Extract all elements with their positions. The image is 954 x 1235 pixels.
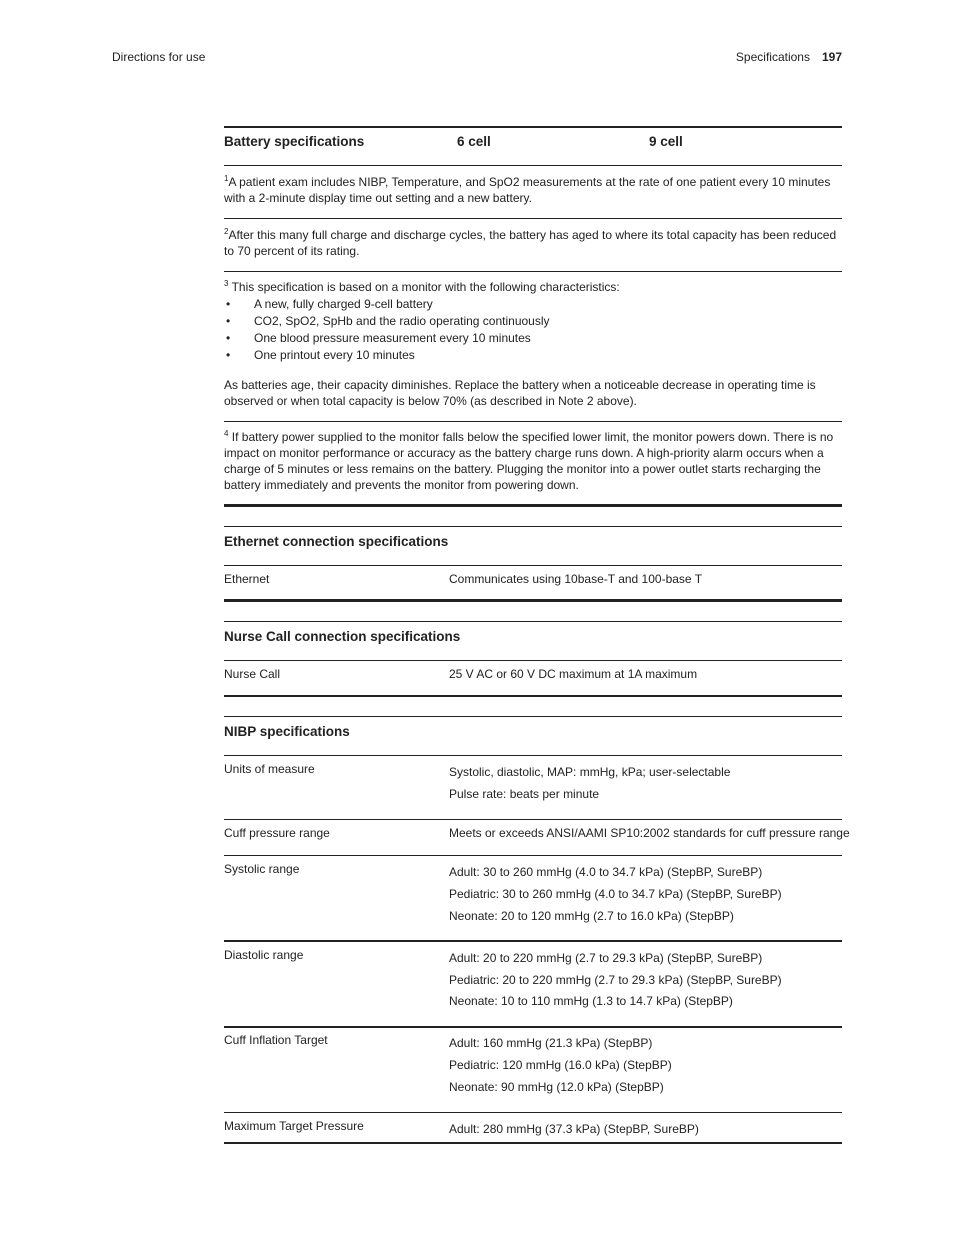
nibp-row-value: Neonate: 90 mmHg (12.0 kPa) (StepBP) [449, 1080, 664, 1094]
nibp-row-value: Adult: 160 mmHg (21.3 kPa) (StepBP) [449, 1036, 653, 1050]
nibp-row-label: Diastolic range [224, 948, 304, 962]
footnote-marker: 1 [224, 174, 229, 183]
divider [224, 218, 842, 219]
divider [224, 165, 842, 166]
table-top-rule [224, 716, 842, 717]
battery-footnote-4 [224, 429, 838, 493]
divider [224, 1026, 842, 1028]
nurse-call-value: 25 V AC or 60 V DC maximum at 1A maximum [449, 667, 698, 681]
divider [224, 421, 842, 422]
nurse-call-label: Nurse Call [224, 667, 281, 681]
battery-col-header-9cell: 9 cell [649, 134, 683, 149]
footnote-marker: 4 [224, 429, 229, 438]
bullet-icon: • [226, 331, 231, 345]
divider [224, 1112, 842, 1113]
nibp-row-label: Maximum Target Pressure [224, 1119, 364, 1133]
battery-footnote-3-paragraph: As batteries age, their capacity diminishes. Replace the battery when a noticeable decrease in operating time is observed or when total capacity is below 70% (as described in Note 2 above). [224, 378, 816, 408]
divider [224, 819, 842, 820]
table-top-rule [224, 126, 842, 128]
table-bottom-rule [224, 1142, 842, 1144]
battery-footnote-2 [224, 227, 838, 259]
ethernet-value: Communicates using 10base-T and 100-base T [449, 572, 703, 586]
nibp-row-label: Units of measure [224, 762, 315, 776]
nibp-row-value: Systolic, diastolic, MAP: mmHg, kPa; user-selectable [449, 765, 731, 779]
nibp-row-label: Systolic range [224, 862, 300, 876]
nibp-title: NIBP specifications [224, 724, 350, 739]
divider [224, 660, 842, 661]
nibp-row-label: Cuff pressure range [224, 826, 330, 840]
battery-col-header-6cell: 6 cell [457, 134, 491, 149]
footnote-text: If battery power supplied to the monitor falls below the specified lower limit, the monitor powers down. There is no impact on monitor performance or accuracy as the battery charge runs down. A high-priority alarm occurs when a charge of 5 minutes or less remains on the battery. Plugging the monitor into a power outlet starts recharging the battery immediately and prevents the monitor from powering down. [224, 430, 834, 492]
nibp-row-value: Adult: 30 to 260 mmHg (4.0 to 34.7 kPa) (StepBP, SureBP) [449, 865, 763, 879]
table-bottom-rule [224, 695, 842, 697]
battery-footnote-1 [224, 174, 838, 206]
bullet-icon: • [226, 348, 231, 362]
footnote-text: This specification is based on a monitor with the following characteristics: [228, 280, 620, 294]
divider [224, 940, 842, 942]
nibp-row-value: Pediatric: 120 mmHg (16.0 kPa) (StepBP) [449, 1058, 672, 1072]
nibp-row-value: Pediatric: 20 to 220 mmHg (2.7 to 29.3 kPa) (StepBP, SureBP) [449, 973, 782, 987]
footnote-marker: 2 [224, 227, 229, 236]
nibp-row-value: Neonate: 20 to 120 mmHg (2.7 to 16.0 kPa) (StepBP) [449, 909, 734, 923]
running-header-right [736, 50, 842, 64]
divider [224, 565, 842, 566]
divider [224, 271, 842, 272]
bullet-icon: • [226, 314, 231, 328]
footnote-text: After this many full charge and discharge cycles, the battery has aged to where its total capacity has been reduced to 70 percent of its rating. [224, 228, 837, 258]
footnote-marker: 3 [224, 279, 229, 288]
nibp-row-value: Meets or exceeds ANSI/AAMI SP10:2002 standards for cuff pressure range [449, 826, 850, 840]
running-header-left: Directions for use [112, 50, 206, 64]
nurse-call-title: Nurse Call connection specifications [224, 629, 461, 644]
table-top-rule [224, 526, 842, 527]
nibp-row-value: Pulse rate: beats per minute [449, 787, 600, 801]
divider [224, 755, 842, 756]
ethernet-title: Ethernet connection specifications [224, 534, 449, 549]
battery-col-header-spec: Battery specifications [224, 134, 365, 149]
page-number: 197 [821, 50, 842, 64]
nibp-row-value: Pediatric: 30 to 260 mmHg (4.0 to 34.7 kPa) (StepBP, SureBP) [449, 887, 782, 901]
table-bottom-rule [224, 504, 842, 507]
divider [224, 855, 842, 856]
bullet-icon: • [226, 297, 231, 311]
nibp-row-value: Adult: 20 to 220 mmHg (2.7 to 29.3 kPa) (StepBP, SureBP) [449, 951, 763, 965]
table-bottom-rule [224, 599, 842, 602]
section-name: Specifications [735, 50, 810, 64]
nibp-row-label: Cuff Inflation Target [224, 1033, 328, 1047]
footnote-text: A patient exam includes NIBP, Temperature, and SpO2 measurements at the rate of one patient every 10 minutes with a 2-minute display time out setting and a new battery. [224, 175, 831, 205]
table-top-rule [224, 621, 842, 622]
nibp-row-value: Adult: 280 mmHg (37.3 kPa) (StepBP, SureBP) [449, 1122, 699, 1136]
nibp-row-value: Neonate: 10 to 110 mmHg (1.3 to 14.7 kPa) (StepBP) [449, 994, 733, 1008]
battery-footnote-3 [224, 279, 838, 295]
ethernet-label: Ethernet [224, 572, 270, 586]
